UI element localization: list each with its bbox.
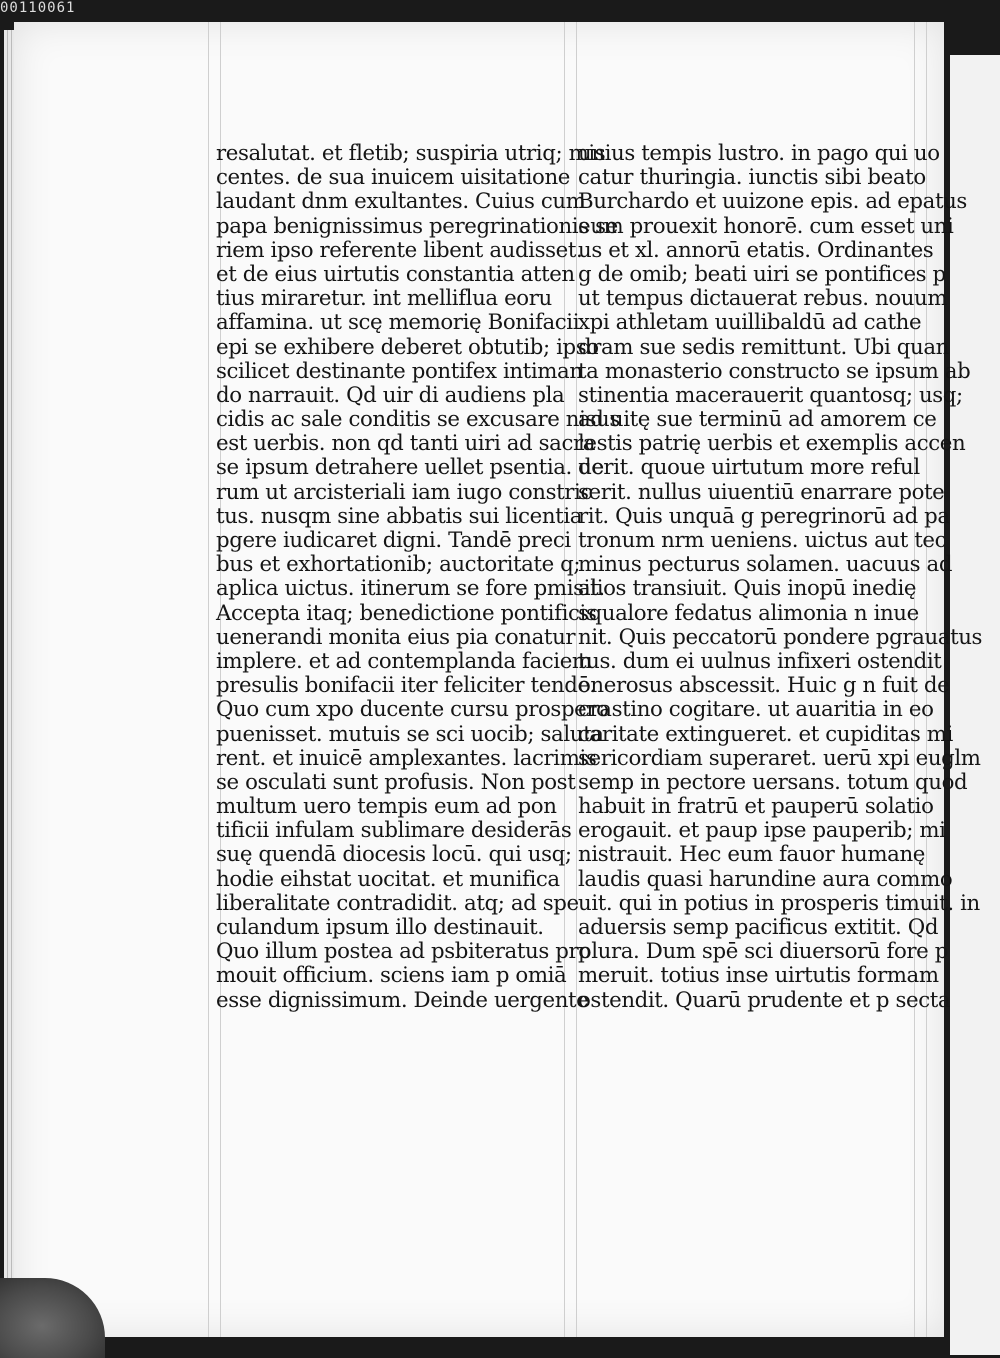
text-line: rum ut arcisteriali iam iugo constric <box>216 479 592 505</box>
text-line: tificii infulam sublimare desiderās <box>216 818 572 844</box>
archive-folio-number: 00110061 <box>0 0 76 16</box>
text-line: ta monasterio constructo se ipsum ab <box>578 358 971 384</box>
text-line: tus. nusqm sine abbatis sui licentia <box>216 503 583 529</box>
text-line: rent. et inuicē amplexantes. lacrimis <box>216 745 597 771</box>
text-line: Quo illum postea ad psbiteratus pro <box>216 939 591 965</box>
text-line: est uerbis. non qd tanti uiri ad sacra <box>216 431 596 457</box>
text-line: eum prouexit honorē. cum esset uni <box>578 213 954 239</box>
text-line: xpi athletam uuillibaldū ad cathe <box>578 310 922 336</box>
text-line: onerosus abscessit. Huic g n fuit de <box>578 673 950 699</box>
text-line: uit. qui in potius in prosperis timuit. in <box>578 890 980 916</box>
text-line: tus. dum ei uulnus infixeri ostendit <box>578 648 942 674</box>
text-line: aplica uictus. itinerum se fore pmisit. <box>216 576 605 602</box>
text-line: laudant dnm exultantes. Cuius cum <box>216 189 586 215</box>
text-line: crastino cogitare. ut auaritia in eo <box>578 697 934 723</box>
text-line: centes. de sua inuicem uisitatione <box>216 165 570 191</box>
text-line: alios transiuit. Quis inopū inedię <box>578 576 917 602</box>
text-line: epi se exhibere deberet obtutib; ipso <box>216 334 599 360</box>
text-line: erogauit. et paup ipse pauperib; mi <box>578 818 946 844</box>
text-line: do narrauit. Qd uir di audiens pla <box>216 382 565 408</box>
text-line: liberalitate contradidit. atq; ad spe <box>216 890 579 916</box>
text-line: implere. et ad contemplanda faciem <box>216 648 592 674</box>
text-line: multum uero tempis eum ad pon <box>216 794 557 820</box>
text-line: et de eius uirtutis constantia atten <box>216 261 575 287</box>
text-line: sericordiam superaret. uerū xpi euglm <box>578 745 981 771</box>
text-line: nit. Quis peccatorū pondere pgrauatus <box>578 624 983 650</box>
text-line: bus et exhortationib; auctoritate q; <box>216 552 581 578</box>
text-line: plura. Dum spē sci diuersorū fore p <box>578 939 948 965</box>
text-line: squalore fedatus alimonia n inue <box>578 600 919 626</box>
text-line: mouit officium. sciens iam p omiā <box>216 963 567 989</box>
text-line: laudis quasi harundine aura commo <box>578 866 953 892</box>
text-line: Accepta itaq; benedictione pontificis <box>216 600 597 626</box>
text-line: derit. quoue uirtutum more reful <box>578 455 920 481</box>
text-line: cidis ac sale conditis se excusare nisus <box>216 407 620 433</box>
text-line: caritate extingueret. et cupiditas mi <box>578 721 953 747</box>
text-line: resalutat. et fletib; suspiria utriq; mis <box>216 141 606 166</box>
text-line: ut tempus dictauerat rebus. nouum <box>578 286 948 312</box>
text-line: hodie eihstat uocitat. et munifica <box>216 866 560 892</box>
text-line: ostendit. Quarū prudente et p secta <box>578 987 951 1013</box>
text-line: g de omib; beati uiri se pontifices p <box>578 261 946 287</box>
text-line: aduersis semp pacificus extitit. Qd <box>578 915 939 940</box>
text-line: catur thuringia. iunctis sibi beato <box>578 165 926 191</box>
text-line: meruit. totius inse uirtutis formam <box>578 963 939 989</box>
text-line: affamina. ut scę memorię Bonifacii <box>216 310 580 336</box>
text-line: us et xl. annorū etatis. Ordinantes <box>578 237 934 263</box>
left-text-column <box>216 142 620 1013</box>
text-line: scilicet destinante pontifex intiman <box>216 358 583 384</box>
text-line: se osculati sunt profusis. Non post <box>216 769 576 795</box>
text-line: habuit in fratrū et pauperū solatio <box>578 794 934 820</box>
text-line: pgere iudicaret digni. Tandē preci <box>216 528 571 553</box>
text-line: unius tempis lustro. in pago qui uo <box>578 141 940 166</box>
right-text-column <box>578 142 982 1013</box>
text-line: papa benignissimus peregrinationis se <box>216 213 618 239</box>
text-line: presulis bonifacii iter feliciter tendē. <box>216 673 597 699</box>
text-line: dram sue sedis remittunt. Ubi quan <box>578 334 949 360</box>
text-line: culandum ipsum illo destinauit. <box>216 915 544 940</box>
text-line: suę quendā diocesis locū. qui usq; <box>216 842 572 868</box>
text-line: rit. Quis unquā g peregrinorū ad pa <box>578 503 950 529</box>
text-line: Quo cum xpo ducente cursu prospero <box>216 697 609 723</box>
text-line: minus pecturus solamen. uacuus ad <box>578 552 953 578</box>
text-line: tius miraretur. int melliflua eoru <box>216 286 552 312</box>
text-line: puenisset. mutuis se sci uocib; saluta <box>216 721 604 747</box>
text-line: tronum nrm ueniens. uictus aut tec <box>578 528 947 553</box>
text-line: nistrauit. Hec eum fauor humanę <box>578 842 925 868</box>
text-line: Burchardo et uuizone epis. ad epatus <box>578 189 967 215</box>
text-line: uenerandi monita eius pia conatur <box>216 624 576 650</box>
text-line: semp in pectore uersans. totum quod <box>578 769 968 795</box>
text-line: riem ipso referente libent audisset. <box>216 237 583 263</box>
text-line: serit. nullus uiuentiū enarrare pote <box>578 479 945 505</box>
text-line: esse dignissimum. Deinde uergente <box>216 987 589 1013</box>
ruling-line <box>208 22 209 1337</box>
text-line: se ipsum detrahere uellet psentia. ue <box>216 455 604 481</box>
text-line: stinentia macerauerit quantosq; usq; <box>578 382 963 408</box>
text-line: ad uitę sue terminū ad amorem ce <box>578 407 937 433</box>
text-line: lestis patrię uerbis et exemplis accen <box>578 431 966 457</box>
